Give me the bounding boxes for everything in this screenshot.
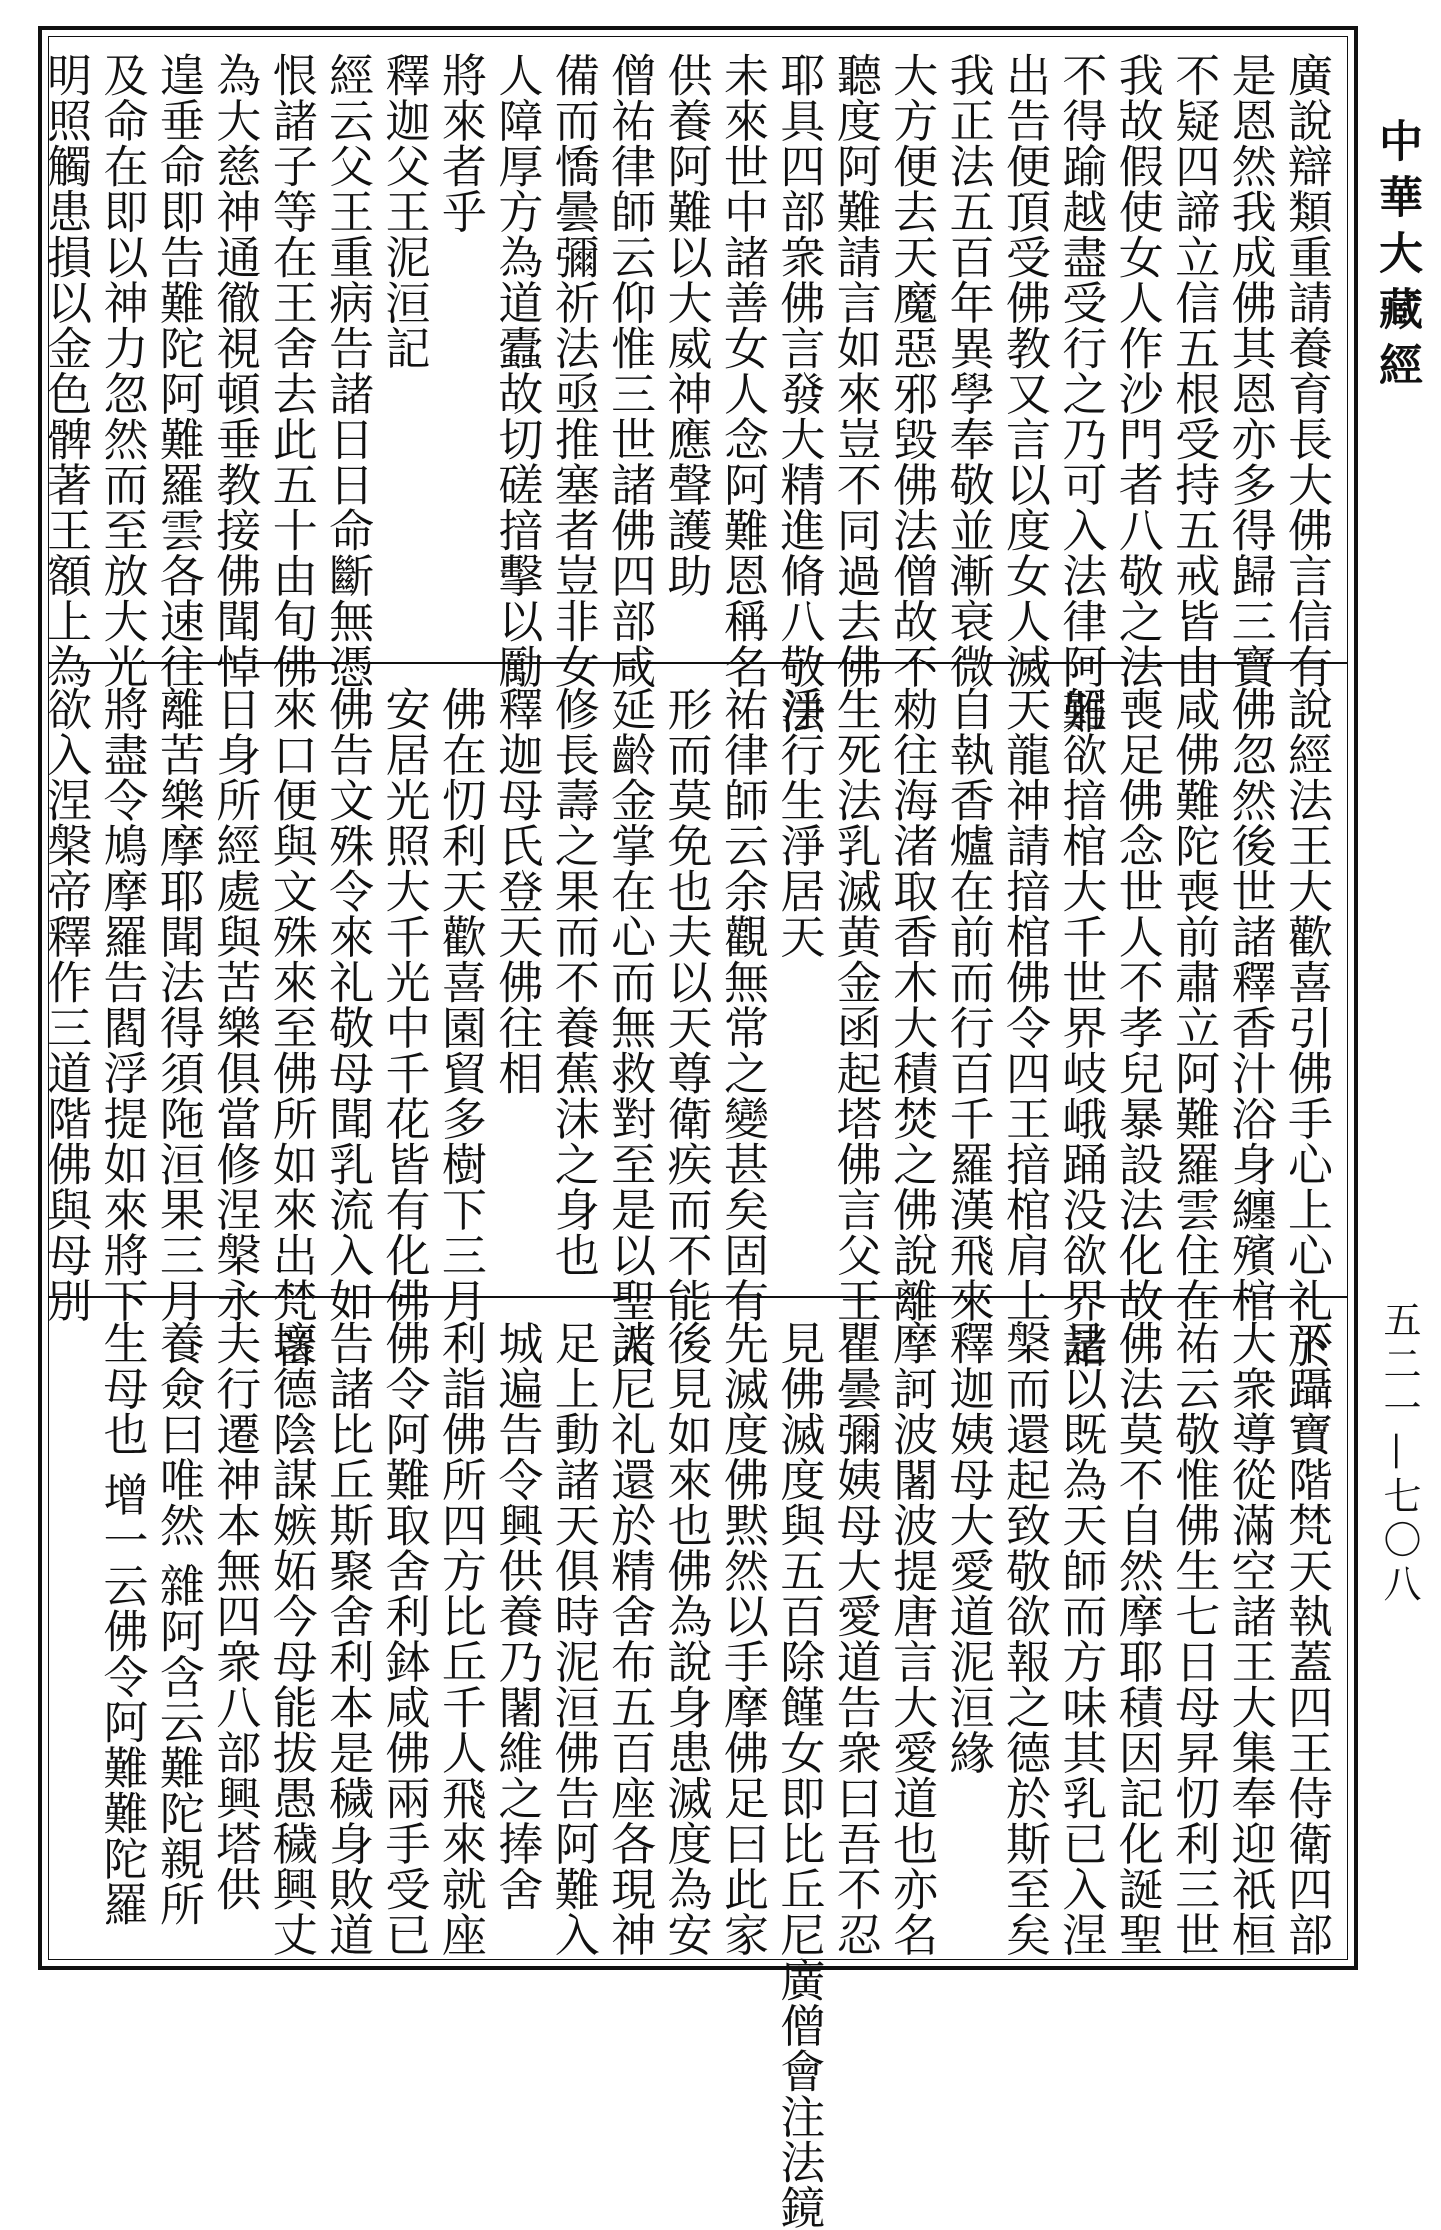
text-column: 是以既為天師而方味其乳已入涅 [1054,1320,1108,1957]
text-column: 為大慈神通徹視頓垂教接佛聞悼 [208,52,262,689]
text-column: 勑往海渚取香木大積焚之佛說離 [885,686,939,1323]
text-column: 出告便頂受佛教又言以度女人滅 [997,52,1051,689]
text-column: 先滅度佛黙然以手摩佛足曰此家 [715,1320,769,1957]
text-column: 我故假使女人作沙門者八敬之法 [1110,52,1164,689]
text-column: 欲入涅槃帝釋作三道階佛與母別 [39,686,93,1323]
text-column: 恨諸子等在王舍去此五十由旬佛 [264,52,318,689]
text-column: 自執香爐在前而行百千羅漢飛來 [941,686,995,1323]
text-block [37,52,1334,735]
text-column: 不得踰越盡受行之乃可入法律阿難 [1054,52,1108,735]
text-column: 咸佛難陀喪前肅立阿難羅雲住在 [1167,686,1221,1323]
page-number: 五二一—七〇八 [1377,1300,1421,1608]
text-column: 壞德陰謀嫉妬今母能拔愚穢興丈 [264,1320,318,1957]
text-register-top [39,52,1340,735]
text-column: 人障厚方為道蠹故切磋揞擊以勵 [490,52,544,689]
text-column: 遑垂命即告難陀阿難羅雲各速往 [151,52,205,689]
text-column: 天龍神請揞棺佛令四王揞棺肩上 [997,686,1051,1323]
text-column: 是恩然我成佛其恩亦多得歸三寶 [1223,52,1277,689]
text-column: 說經法王大歡喜引佛手心上心礼於 [1280,686,1333,1369]
text-column: 供養阿難以大威神應聲護助 [659,52,713,598]
text-column: 我正法五百年異學奉敬並漸衰微 [941,52,995,689]
text-column: 及命在即以神力忽然而至放大光 [95,52,149,689]
text-column: 釋迦姨母大愛道泥洹緣 [941,1320,995,1775]
text-column: 釋迦父王泥洹記 [377,52,431,371]
text-column: 形而莫免也夫以天尊衛疾而不能 [659,686,713,1323]
text-column: 佛告文殊令來礼敬母聞乳流入如 [321,686,375,1323]
text-column: 利詣佛所四方比丘千人飛來就座 [433,1320,487,1957]
text-column: 夫行遷神本無四衆八部興塔供 [208,1320,262,1912]
text-column: 城遍告令興供養乃闍維之捧舍 [490,1320,544,1912]
collection-title: 中華大藏經 [1371,118,1422,398]
text-column: 聽度阿難請言如來豈不同過去佛 [828,52,882,689]
text-column: 將來者乎 [433,52,487,234]
text-column: 養僉曰唯然 雜阿含云難陀親所 [151,1320,205,1927]
text-column: 離苦樂摩耶聞法得須陁洹果三月 [151,686,205,1323]
text-block [93,1320,1334,2230]
text-column: 後見如來也佛為說身患滅度為安 [659,1320,713,1957]
text-column: 修長壽之果而不養蕉沫之身也 [546,686,600,1278]
text-column: 槃而還起致敬欲報之德於斯至矣 [997,1320,1051,1957]
text-column: 大衆導從滿空諸王大集奉迎祇桓 [1223,1320,1277,1957]
text-column: 備而憍曇彌祈法亟推塞者豈非女 [546,52,600,689]
text-column: 釋迦母氏登天佛往相 [490,686,544,1096]
text-column: 廣說辯類重請養育長大佛言信有 [1280,52,1333,689]
text-block [37,686,1334,1369]
text-column: 喪足佛念世人不孝兒暴設法化故 [1110,686,1164,1323]
text-register-bottom [56,1320,1340,2230]
text-column: 來口便與文殊來至佛所如來出梵音 [264,686,318,1369]
text-column: 未來世中諸善女人念阿難恩稱名 [715,52,769,689]
text-column: 佛令阿難取舍利鉢咸佛兩手受已 [377,1320,431,1957]
text-column: 延齡金掌在心而無救對至是以聖人 [603,686,657,1369]
text-column: 明照觸患損以金色髀著王額上為 [39,52,93,689]
text-column: 僧祐律師云仰惟三世諸佛四部咸 [603,52,657,689]
text-column: 見佛滅度與五百除饉女即比丘尼廣僧會注法鏡 [772,1320,826,2230]
text-column: 瞿曇彌姨母大愛道告衆曰吾不忍 [828,1320,882,1957]
text-column: 佛忽然後世諸釋香汁浴身纏殯棺 [1223,686,1277,1323]
text-column: 告諸比丘斯聚舍利本是穢身敗道 [321,1320,375,1957]
text-column: 淨行生淨居天 [772,686,826,959]
text-column: 生死法乳滅黄金函起塔佛言父王 [828,686,882,1323]
text-column: 諸尼礼還於精舍布五百座各現神 [603,1320,657,1957]
text-column: 安居光照大千光中千花皆有化佛 [377,686,431,1323]
text-column: 祐律師云余觀無常之變甚矣固有 [715,686,769,1323]
text-column: 下躡寶階梵天執蓋四王侍衛四部 [1280,1320,1333,1957]
text-column: 日身所經處與苦樂俱當修涅槃永 [208,686,262,1323]
text-column: 不疑四諦立信五根受持五戒皆由 [1167,52,1221,689]
text-column: 祐云敬惟佛生七日母昇忉利三世 [1167,1320,1221,1957]
text-column: 足上動諸天俱時泥洹佛告阿難入 [546,1320,600,1957]
text-column: 躬欲揞棺大千世界岐峨踊没欲界諸 [1054,686,1108,1369]
text-column: 生母也 增一云佛令阿難難陀羅 [95,1320,149,1927]
text-column: 經云父王重病告諸日日命斷無憑 [321,52,375,689]
text-column: 佛法莫不自然摩耶積因記化誕聖 [1110,1320,1164,1957]
text-column: 大方便去天魔惡邪毀佛法僧故不 [885,52,939,689]
text-register-middle [39,686,1340,1369]
text-column: 將盡令鳩摩羅告閻浮提如來將下 [95,686,149,1323]
text-column: 佛在忉利天歡喜園貿多樹下三月 [433,686,487,1323]
text-column: 摩訶波闍波提唐言大愛道也亦名 [885,1320,939,1957]
text-column: 耶具四部衆佛言發大精進脩八敬法 [772,52,826,735]
